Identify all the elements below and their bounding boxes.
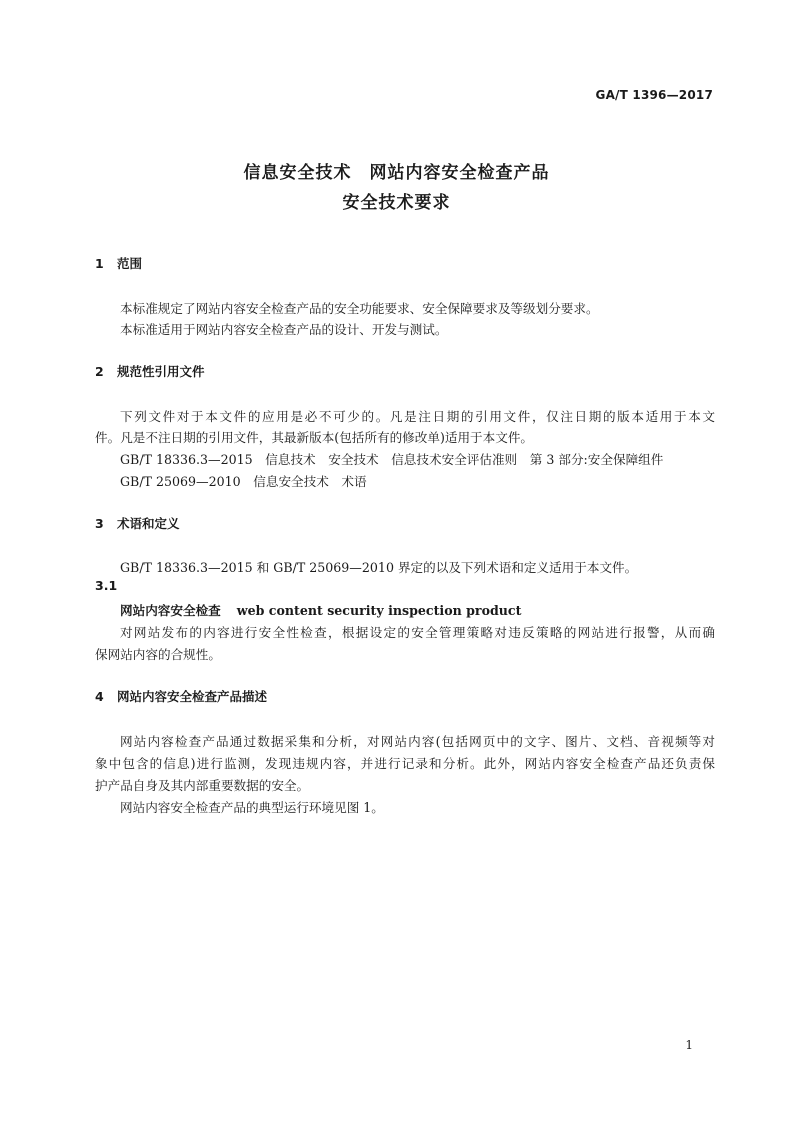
section-title: 术语和定义 <box>117 516 180 531</box>
document-title-line1: 信息安全技术 网站内容安全检查产品 <box>243 163 550 183</box>
term-entry <box>120 600 521 619</box>
section-1-paragraph-2: 本标准适用于网站内容安全检查产品的设计、开发与测试。 <box>120 322 448 337</box>
document-title-line2: 安全技术要求 <box>342 193 451 213</box>
section-number: 2 <box>95 364 104 379</box>
term-english: web content security inspection product <box>236 603 522 618</box>
term-chinese: 网站内容安全检查 <box>120 603 221 618</box>
section-4-paragraph-line-2: 象中包含的信息)进行监测，发现违规内容，并进行记录和分析。此外，网站内容安全检查产品还负责保 <box>95 756 715 771</box>
section-4-paragraph-2: 网站内容安全检查产品的典型运行环境见图 1。 <box>120 800 384 815</box>
section-3-paragraph: GB/T 18336.3—2015 和 GB/T 25069—2010 界定的以及下列术语和定义适用于本文件。 <box>120 560 638 575</box>
section-2-heading <box>95 362 205 380</box>
section-4-heading <box>95 687 267 705</box>
section-number: 1 <box>95 256 104 271</box>
section-4-paragraph-line-1: 网站内容检查产品通过数据采集和分析，对网站内容(包括网页中的文字、图片、文档、音视频等对 <box>120 734 715 749</box>
term-definition-line-1: 对网站发布的内容进行安全性检查，根据设定的安全管理策略对违反策略的网站进行报警，从而确 <box>120 625 715 640</box>
section-2-paragraph-line-2: 件。凡是不注日期的引用文件，其最新版本(包括所有的修改单)适用于本文件。 <box>95 430 534 445</box>
section-title: 范围 <box>117 256 143 271</box>
section-2-paragraph-line-1: 下列文件对于本文件的应用是必不可少的。凡是注日期的引用文件，仅注日期的版本适用于本文 <box>120 409 715 424</box>
section-number: 4 <box>95 689 104 704</box>
document-code: GA/T 1396—2017 <box>595 88 713 102</box>
section-1-heading <box>95 254 142 272</box>
term-definition-line-2: 保网站内容的合规性。 <box>95 647 221 662</box>
page-number: 1 <box>685 1038 693 1052</box>
section-1-paragraph-1: 本标准规定了网站内容安全检查产品的安全功能要求、安全保障要求及等级划分要求。 <box>120 301 599 316</box>
section-number: 3 <box>95 516 104 531</box>
section-title: 网站内容安全检查产品描述 <box>117 689 268 704</box>
normative-reference-1: GB/T 18336.3—2015 信息技术 安全技术 信息技术安全评估准则 第 3 部分:安全保障组件 <box>120 452 664 467</box>
subsection-3-1-number: 3.1 <box>95 578 118 593</box>
normative-reference-2: GB/T 25069—2010 信息安全技术 术语 <box>120 474 367 489</box>
section-3-heading <box>95 514 180 532</box>
section-title: 规范性引用文件 <box>117 364 205 379</box>
section-4-paragraph-line-3: 护产品自身及其内部重要数据的安全。 <box>95 778 310 793</box>
